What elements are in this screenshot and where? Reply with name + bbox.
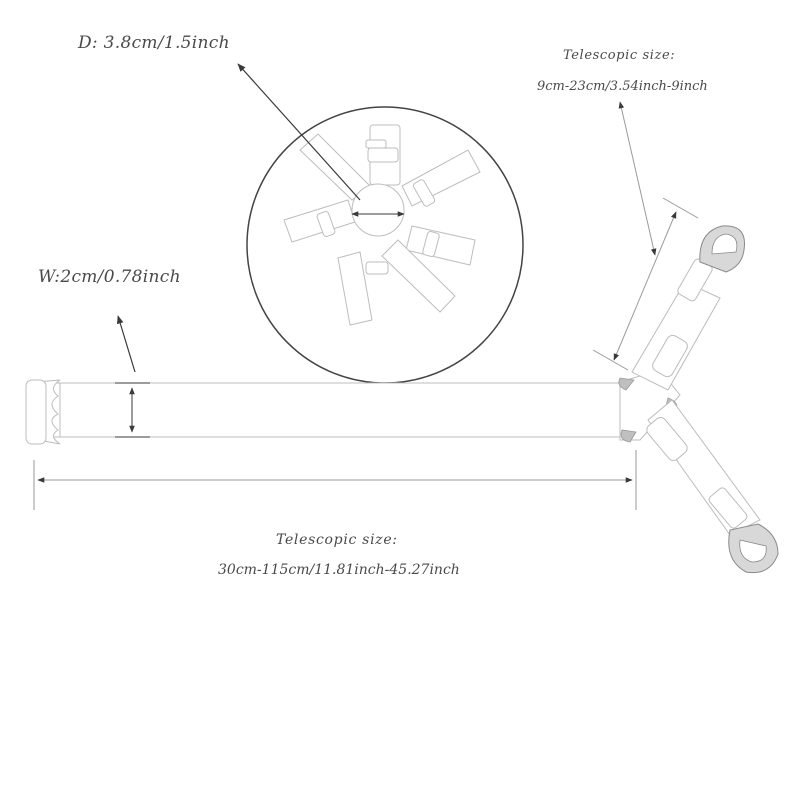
short-strap-size-value: 9cm-23cm/3.54inch-9inch	[537, 79, 708, 94]
long-strap-length-measure	[34, 450, 636, 510]
width-pointer-arrow	[118, 316, 135, 372]
width-label: W:2cm/0.78inch	[38, 267, 181, 287]
long-strap-size-title: Telescopic size:	[276, 532, 398, 548]
short-strap-pointer	[620, 102, 655, 255]
y-junction-straps	[619, 226, 778, 573]
center-ring	[352, 184, 404, 236]
long-strap	[26, 380, 640, 444]
diameter-label: D: 3.8cm/1.5inch	[78, 33, 230, 53]
short-strap-size-title: Telescopic size:	[563, 48, 676, 63]
long-strap-size-value: 30cm-115cm/11.81inch-45.27inch	[218, 562, 460, 578]
zoom-circle-detail	[247, 107, 523, 383]
